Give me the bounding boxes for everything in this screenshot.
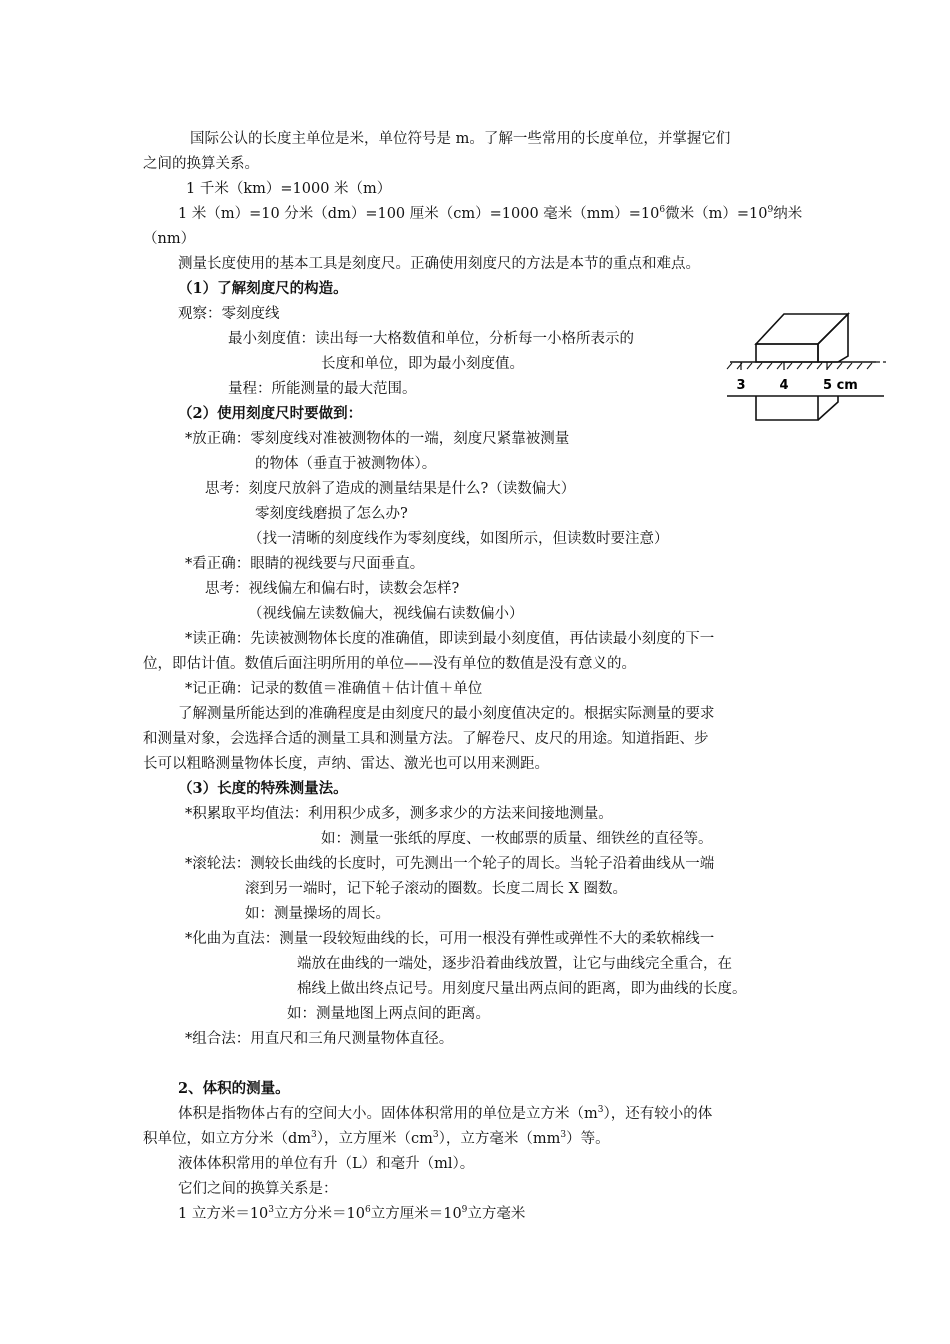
ruler-ticks	[741, 362, 827, 370]
text-line: *化曲为直法：测量一段较短曲线的长，可用一根没有弹性或弹性不大的柔软棉线一	[185, 931, 715, 947]
measured-block	[756, 314, 848, 362]
text-line: *放正确：零刻度线对准被测物体的一端，刻度尺紧靠被测量	[185, 431, 570, 447]
text-line: 如：测量地图上两点间的距离。	[287, 1006, 490, 1022]
section-heading: （1）了解刻度尺的构造。	[178, 280, 348, 297]
text-line: 它们之间的换算关系是：	[178, 1181, 338, 1197]
text-line: 如：测量一张纸的厚度、一枚邮票的质量、细铁丝的直径等。	[321, 831, 713, 847]
text-line: 长度和单位，即为最小刻度值。	[321, 356, 524, 372]
text-line: 1 米（m）=10 分米（dm）=100 厘米（cm）=1000 毫米$(mm)=10^6$微米$(m)=10^9$纳米	[178, 205, 803, 222]
block-lower-side	[818, 396, 838, 420]
text-line: *积累取平均值法：利用积少成多，测多求少的方法来间接地测量。	[185, 806, 613, 822]
tick-label: 3	[736, 378, 746, 393]
text-line: 长可以粗略测量物体长度，声纳、雷达、激光也可以用来测距。	[143, 756, 549, 772]
text-line: 思考：视线偏左和偏右时，读数会怎样?	[205, 581, 460, 597]
text-line: 和测量对象，会选择合适的测量工具和测量方法。了解卷尺、皮尺的用途。知道指距、步	[143, 731, 709, 747]
text-line: 1 立方米$=10^3$立方分米$=10^6$立方厘米$=10^9$立方毫米	[178, 1205, 526, 1222]
text-line: 的物体（垂直于被测物体）。	[255, 456, 437, 472]
text-line: 1 千米（km）=1000 米（m）	[186, 181, 392, 197]
text-line: 最小刻度值：读出每一大格数值和单位，分析每一小格所表示的	[228, 331, 634, 347]
tick-label: 5 cm	[823, 378, 858, 393]
text-line: *滚轮法：测较长曲线的长度时，可先测出一个轮子的周长。当轮子沿着曲线从一端	[185, 856, 715, 872]
text-line: （视线偏左读数偏大，视线偏右读数偏小）	[248, 606, 524, 622]
section-heading: （3）长度的特殊测量法。	[178, 780, 348, 797]
text-line: *组合法：用直尺和三角尺测量物体直径。	[185, 1031, 454, 1047]
ruler-hatching	[727, 363, 872, 369]
text-line: （找一清晰的刻度线作为零刻度线，如图所示，但读数时要注意）	[248, 531, 669, 547]
text-line: 体积是指物体占有的空间大小。固体体积常用的单位是立方米$(m^3)$，还有较小的体	[178, 1105, 713, 1122]
section-heading: 2、体积的测量。	[178, 1080, 290, 1097]
text-line: *记正确：记录的数值＝准确值＋估计值＋单位	[185, 681, 483, 697]
text-line: 观察：零刻度线	[178, 306, 280, 322]
text-line: 位，即估计值。数值后面注明所用的单位——没有单位的数值是没有意义的。	[143, 656, 636, 672]
text-line: *读正确：先读被测物体长度的准确值，即读到最小刻度值，再估读最小刻度的下一	[185, 631, 715, 647]
text-line: 如：测量操场的周长。	[245, 906, 390, 922]
text-line: 液体体积常用的单位有升（L）和毫升（ml）。	[178, 1156, 475, 1172]
text-line: 量程：所能测量的最大范围。	[228, 381, 417, 397]
block-lower-part	[756, 396, 818, 420]
text-line: *看正确：眼睛的视线要与尺面垂直。	[185, 556, 425, 572]
text-line: 思考：刻度尺放斜了造成的测量结果是什么?（读数偏大）	[205, 481, 576, 497]
text-line: 国际公认的长度主单位是米，单位符号是 m。了解一些常用的长度单位，并掌握它们	[190, 131, 731, 147]
tick-label: 4	[779, 378, 789, 393]
text-line: 棉线上做出终点记号。用刻度尺量出两点间的距离，即为曲线的长度。	[297, 981, 747, 997]
text-line: 滚到另一端时，记下轮子滚动的圈数。长度二周长 X 圈数。	[245, 881, 628, 897]
text-line: 积单位，如立方分米$(dm^3)$，立方厘米$(cm^3)$，立方毫米$(mm^3)$等。	[143, 1130, 610, 1147]
text-line: 了解测量所能达到的准确程度是由刻度尺的最小刻度值决定的。根据实际测量的要求	[178, 706, 715, 722]
ruler-figure	[722, 306, 892, 428]
text-line: 之间的换算关系。	[143, 156, 259, 172]
text-line: （nm）	[143, 231, 196, 247]
text-line: 端放在曲线的一端处，逐步沿着曲线放置，让它与曲线完全重合，在	[297, 956, 732, 972]
section-heading: （2）使用刻度尺时要做到：	[178, 405, 363, 422]
text-line: 零刻度线磨损了怎么办?	[255, 506, 408, 522]
text-line: 测量长度使用的基本工具是刻度尺。正确使用刻度尺的方法是本节的重点和难点。	[178, 256, 700, 272]
